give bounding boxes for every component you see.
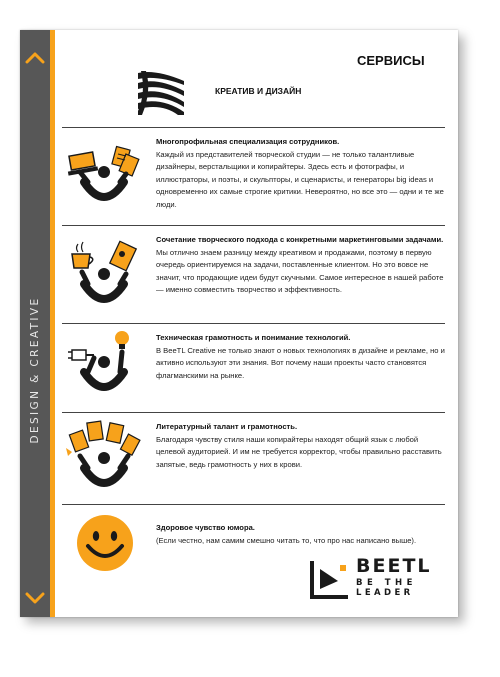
divider — [62, 127, 445, 128]
person-with-coffee-and-document-icon — [64, 234, 144, 314]
divider — [62, 225, 445, 226]
section-heading: Сочетание творческого подхода с конкретными маркетинговыми задачами. — [156, 235, 444, 244]
logo-line-1: BEETL — [356, 555, 432, 577]
section-heading: Литературный талант и грамотность. — [156, 422, 298, 431]
person-with-laptop-and-documents-icon — [64, 136, 144, 216]
section-heading: Техническая грамотность и понимание технологий. — [156, 333, 351, 342]
page-subtitle: КРЕАТИВ И ДИЗАЙН — [215, 86, 302, 96]
logo-line-2: BE THE — [356, 578, 417, 588]
zebra-stripes-icon — [138, 71, 184, 115]
section-body: Благодаря чувству стиля наши копирайтеры находят общий язык с любой целевой аудиторией. И им не требуется корректор, чтобы правильно расставить запятые, ведь грамотность у них в крови. — [156, 434, 442, 469]
person-with-flying-papers-icon — [64, 418, 144, 498]
section-heading: Здоровое чувство юмора. — [156, 523, 255, 532]
brochure-page — [20, 30, 458, 617]
sidebar-vertical-title: DESIGN & CREATIVE — [29, 296, 41, 444]
person-with-plug-and-lightbulb-icon — [64, 328, 144, 408]
smiley-face-icon — [76, 514, 134, 572]
divider — [62, 412, 445, 413]
section-body: (Если честно, нам самим смешно читать то, что про нас написано выше). — [156, 535, 417, 545]
chevron-down-icon[interactable] — [24, 592, 46, 606]
page-title: СЕРВИСЫ — [357, 53, 425, 68]
sidebar — [20, 30, 50, 617]
section-body: Мы отлично знаем разницу между креативом и продажами, поэтому в первую очередь ориентируемся на задачи, поставленные клиентом. Но это вовсе не значит, что продающие идеи будут скучными. Самое интересное в нашей работе — именно совместить творчество и эффективность. — [156, 247, 444, 295]
logo-line-3: LEADER — [356, 588, 414, 598]
beetl-logo-mark-icon — [308, 559, 352, 599]
sidebar-accent-stripe — [50, 30, 55, 617]
divider — [62, 323, 445, 324]
chevron-up-icon[interactable] — [24, 50, 46, 64]
section-heading: Многопрофильная специализация сотрудников. — [156, 137, 340, 146]
section-body: Каждый из представителей творческой студии — не только талантливые дизайнеры, верстальщики и копирайтеры. Здесь есть и фотографы, и иллюстраторы, и поэты, и скульпторы, и сценаристы, и генераторы big ideas и одновременно их самые строгие критики. Невероятно, но все это — одни и те же люди. — [156, 149, 444, 209]
section-body: В BeeTL Creative не только знают о новых технологиях в дизайне и рекламе, но и активно используют эти знания. Вот почему наши проекты часто становятся флагманскими на рынке. — [156, 345, 445, 380]
beetl-logo — [356, 557, 448, 598]
divider — [62, 504, 445, 505]
